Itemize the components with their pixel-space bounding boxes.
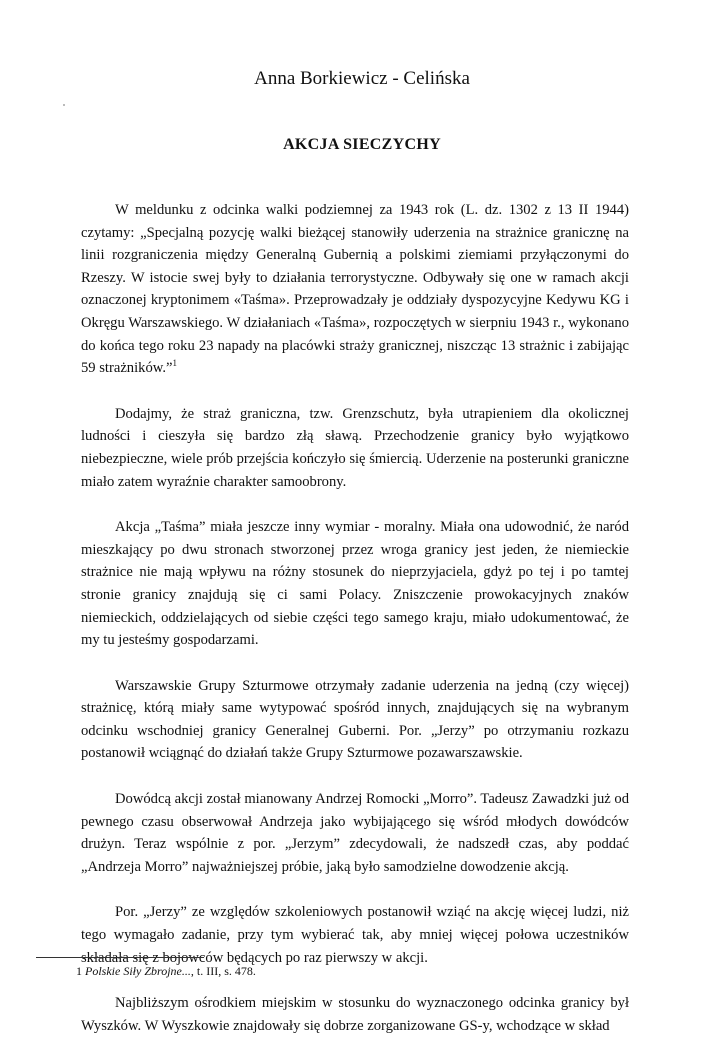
footnote-divider bbox=[36, 957, 204, 958]
footnote bbox=[76, 964, 256, 979]
article-title: AKCJA SIECZYCHY bbox=[283, 136, 441, 153]
footnote-source-title: Polskie Siły Zbrojne... bbox=[85, 964, 191, 978]
paragraph-6: Por. „Jerzy” ze względów szkoleniowych postanowił wziąć na akcję więcej ludzi, niż tego wymagało zadanie, przy tym wybierać tak, aby mniej więcej połowa uczestników składała się z bojowców będących po raz pierwszy w akcji. bbox=[81, 904, 629, 966]
paragraph-5: Dowódcą akcji został mianowany Andrzej Romocki „Morro”. Tadeusz Zawadzki już od pewnego czasu obserwował Andrzeja jako wybijającego się wśród młodych dowódców drużyn. Teraz wspólnie z por. „Jerzym” zdecydowali, że nadszedł czas, aby poddać „Andrzeja Morro” najważniejszej próbie, jaką było samodzielne dowodzenie akcją. bbox=[81, 791, 629, 875]
footnote-source-details: , t. III, s. 478. bbox=[190, 964, 256, 978]
footnote-number: 1 bbox=[76, 964, 82, 978]
paragraph-2: Dodajmy, że straż graniczna, tzw. Grenzschutz, była utrapieniem dla okolicznej ludności i cieszyła się bardzo złą sławą. Przechodzenie granicy było wyjątkowo niebezpieczne, wiele prób przejścia kończyło się śmiercią. Uderzenie na posterunki graniczne miało zatem wyraźnie charakter samoobrony. bbox=[81, 405, 629, 490]
paragraph-text: W meldunku z odcinka walki podziemnej za 1943 rok (L. dz. 1302 z 13 II 1944) czytamy: „Specjalną pozycję walki bieżącej stanowiły uderzenia na strażnice granicznę na linii rozgraniczenia między Generalną Gubernią a polskimi ziemiami przyłączonymi do Rzeszy. W istocie swej były to działania terrorystyczne. Odbywały się one w ramach akcji oznaczonej kryptonimem «Taśma». Przeprowadzały je oddziały dyspozycyjne Kedywu KG i Okręgu Warszawskiego. W działaniach «Taśma», rozpoczętych w sierpniu 1943 r., wykonano do końca tego roku 23 napady na placówki straży granicznej, niszcząc 13 strażnic i zabijając 59 strażników.” bbox=[81, 202, 629, 377]
paragraph-7: Najbliższym ośrodkiem miejskim w stosunku do wyznaczonego odcinka granicy był Wyszków. W Wyszkowie znajdowały się dobrze zorganizowane GS-y, wchodzące w skład bbox=[81, 995, 629, 1034]
footnote-reference: 1 bbox=[172, 358, 177, 369]
stray-mark bbox=[63, 104, 65, 106]
paragraph-3: Akcja „Taśma” miała jeszcze inny wymiar - moralny. Miała ona udowodnić, że naród mieszkający po dwu stronach stworzonej przez wroga granicy jest jeden, że niemieckie strażnice nie mają wpływu na różny stosunek do nieprzyjaciela, gdyż po tej i po tamtej stronie granicy znajdują się ci sami Polacy. Zniszczenie prowokacyjnych znaków niemieckich, oddzielających od siebie części tego samego kraju, miało udokumentować, że my tu jesteśmy gospodarzami. bbox=[81, 519, 629, 649]
paragraph-4: Warszawskie Grupy Szturmowe otrzymały zadanie uderzenia na jedną (czy więcej) strażnicę, którą miały same wytypować spośród innych, znajdujących się na wybranym odcinku wschodniej granicy Generalnej Guberni. Por. „Jerzy” po otrzymaniu rozkazu postanowił wciągnąć do działań także Grupy Szturmowe pozawarszawskie. bbox=[81, 677, 629, 762]
paragraph-1 bbox=[81, 199, 629, 380]
author-name: Anna Borkiewicz - Celińska bbox=[254, 68, 470, 89]
article-body bbox=[81, 199, 629, 1037]
